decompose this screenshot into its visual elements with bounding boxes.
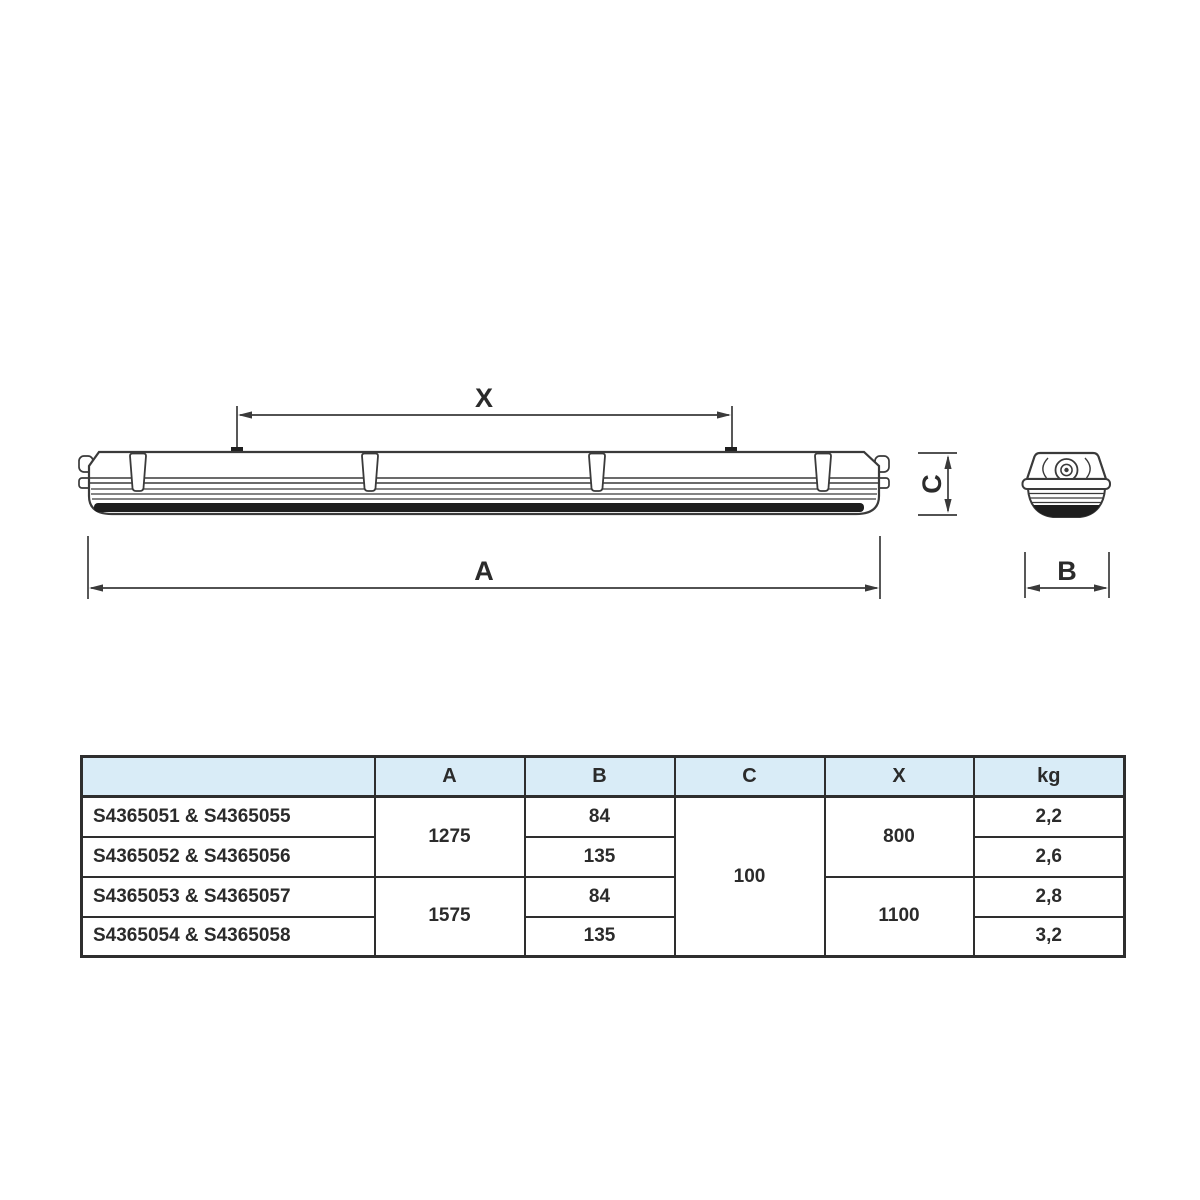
arrowhead-left [1026, 584, 1040, 591]
dim-label-a: A [474, 556, 494, 586]
table-row [82, 877, 1125, 917]
dimensions-table [80, 755, 1126, 958]
header-c: C [675, 757, 825, 797]
cell-x: 800 [825, 797, 974, 877]
mounting-clip [589, 454, 605, 492]
arrowhead-up [944, 455, 951, 469]
arrowhead-right [865, 584, 879, 591]
table-row [82, 797, 1125, 837]
cell-b: 135 [525, 917, 675, 957]
dim-label-b: B [1057, 556, 1077, 586]
cable-gland-center [1064, 468, 1068, 472]
header-a: A [375, 757, 525, 797]
mounting-clip [362, 454, 378, 492]
header-kg: kg [974, 757, 1125, 797]
mounting-clip [130, 454, 146, 492]
cell-b: 84 [525, 877, 675, 917]
arrowhead-down [944, 499, 951, 513]
arrowhead-left [238, 411, 252, 418]
arrowhead-right [717, 411, 731, 418]
fixture-side-view [79, 447, 889, 514]
dimension-x [237, 383, 732, 450]
cell-kg: 2,8 [974, 877, 1125, 917]
cell-a: 1575 [375, 877, 525, 957]
dimension-c [917, 453, 957, 515]
mounting-clip [815, 454, 831, 492]
cell-product: S4365054 & S4365058 [82, 917, 375, 957]
dimension-b [1025, 552, 1109, 598]
fixture-end-view [1023, 453, 1111, 517]
dim-label-c: C [917, 474, 947, 494]
end-cap-flange [1023, 479, 1111, 489]
dim-label-x: X [474, 383, 494, 413]
table-header-row [82, 757, 1125, 797]
cell-kg: 2,2 [974, 797, 1125, 837]
cell-kg: 2,6 [974, 837, 1125, 877]
header-b: B [525, 757, 675, 797]
cell-a: 1275 [375, 797, 525, 877]
dimension-a [88, 536, 880, 599]
cell-x: 1100 [825, 877, 974, 957]
cell-product: S4365051 & S4365055 [82, 797, 375, 837]
cell-product: S4365053 & S4365057 [82, 877, 375, 917]
cell-b: 135 [525, 837, 675, 877]
cell-c: 100 [675, 797, 825, 957]
cell-kg: 3,2 [974, 917, 1125, 957]
header-product [82, 757, 375, 797]
cell-b: 84 [525, 797, 675, 837]
cell-product: S4365052 & S4365056 [82, 837, 375, 877]
header-x: X [825, 757, 974, 797]
arrowhead-left [89, 584, 103, 591]
bottom-band [94, 503, 864, 512]
arrowhead-right [1094, 584, 1108, 591]
